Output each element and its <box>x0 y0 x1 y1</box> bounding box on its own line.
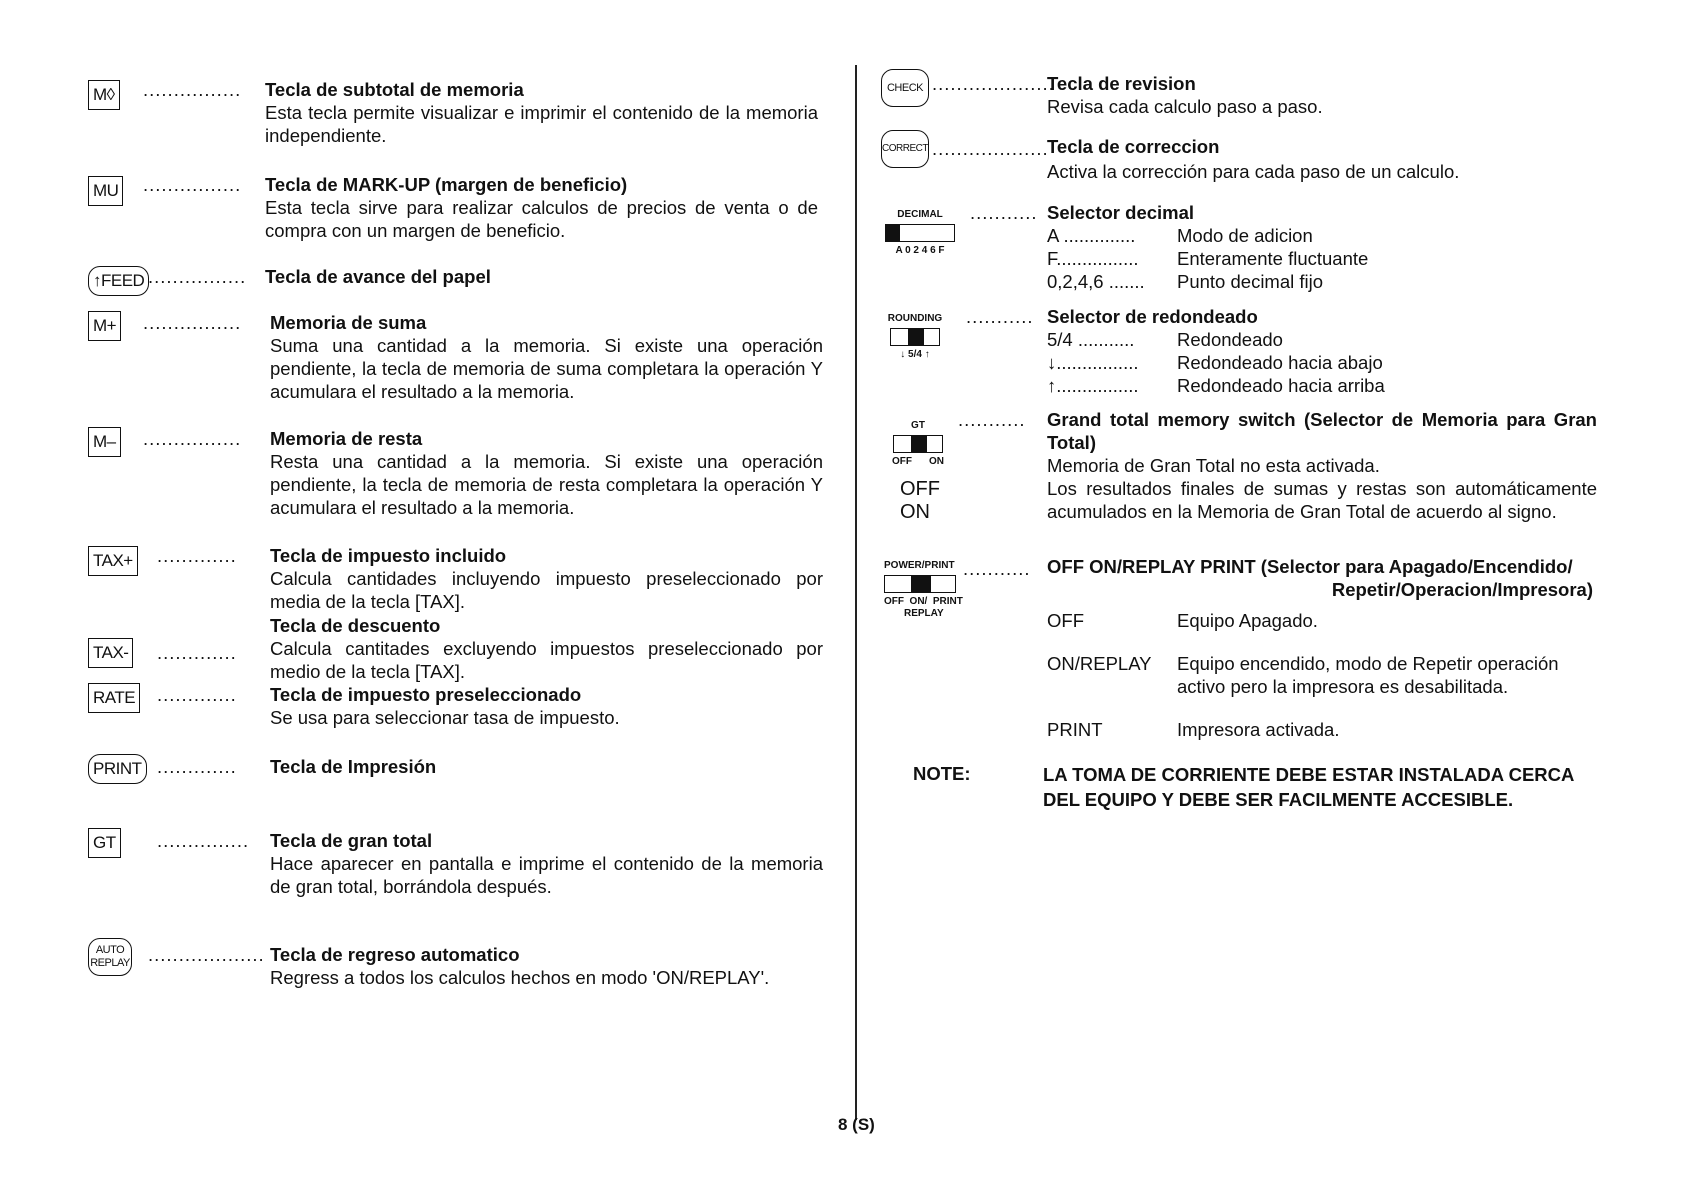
switch-positions: A 0 2 4 6 F <box>895 245 945 256</box>
entry-title: OFF ON/REPLAY PRINT (Selector para Apagado/Encendido/ <box>1047 556 1573 577</box>
option-row: OFF Equipo Apagado. <box>1047 610 1318 631</box>
entry-description: Resta una cantidad a la memoria. Si existe una operación pendiente, la tecla de memoria de resta completara la operación Y acumulara el resultado a la memoria. <box>270 451 823 518</box>
entry-title: Tecla de subtotal de memoria <box>265 79 524 100</box>
decimal-switch-icon <box>880 209 960 257</box>
gt-modes: OFF ON <box>900 478 940 523</box>
leader-dots: ............... <box>157 830 250 851</box>
entry-title: Selector decimal <box>1047 202 1195 223</box>
switch-positions: ↓ 5/4 ↑ <box>900 349 930 360</box>
key-icon: MU <box>88 176 123 206</box>
leader-dots: ................... <box>932 138 1049 159</box>
correct-key-icon: CORRECT <box>881 130 929 168</box>
leader-dots: ........... <box>958 409 1026 430</box>
leader-dots: ................ <box>143 428 242 449</box>
leader-dots: ........... <box>966 306 1034 327</box>
leader-dots: ............. <box>157 545 237 566</box>
entry-description: Calcula cantidades incluyendo impuesto preseleccionado por media de la tecla [TAX]. <box>270 568 823 612</box>
entry-description: Hace aparecer en pantalla e imprime el contenido de la memoria de gran total, borrándola después. <box>270 853 823 897</box>
key-icon: TAX- <box>88 638 133 668</box>
entry-title: Tecla de regreso automatico <box>270 944 520 965</box>
entry-title: Tecla de gran total <box>270 830 433 851</box>
column-divider <box>855 65 857 1120</box>
leader-dots: ........... <box>970 202 1038 223</box>
entry-title: Tecla de avance del papel <box>265 266 491 287</box>
entry-description: Activa la corrección para cada paso de un calculo. <box>1047 161 1460 182</box>
on-description: Los resultados finales de sumas y restas son automáticamente acumulados en la Memoria de Gran Total de acuerdo al signo. <box>1047 478 1597 522</box>
key-icon: PRINT <box>88 754 147 784</box>
switch-label: ROUNDING <box>887 313 943 324</box>
switch-label: DECIMAL <box>897 209 943 220</box>
leader-dots: ............. <box>157 756 237 777</box>
option-row: A .............. Modo de adicion <box>1047 225 1313 246</box>
switch-label: POWER/PRINT <box>884 560 955 571</box>
leader-dots: ................ <box>143 174 242 195</box>
entry-title: Memoria de suma <box>270 312 427 333</box>
leader-dots: ............. <box>157 642 237 663</box>
rounding-switch-icon <box>885 313 945 361</box>
power-switch-icon: POWER/PRINT OFF ON/ PRINT REPLAY <box>884 560 974 620</box>
entry-title: Tecla de Impresión <box>270 756 437 777</box>
entry-title: Tecla de impuesto incluido <box>270 545 507 566</box>
leader-dots: ................ <box>143 312 242 333</box>
note-text: LA TOMA DE CORRIENTE DEBE ESTAR INSTALADA CERCA DEL EQUIPO Y DEBE SER FACILMENTE ACCESIBLE. <box>1043 764 1574 810</box>
key-icon: ↑FEED <box>88 266 149 296</box>
entry-description: Se usa para seleccionar tasa de impuesto. <box>270 707 620 728</box>
entry-description: Esta tecla permite visualizar e imprimir el contenido de la memoria independiente. <box>265 102 818 146</box>
page-number: 8 (S) <box>838 1115 875 1134</box>
check-key-icon: CHECK <box>881 69 929 107</box>
entry-title: Selector de redondeado <box>1047 306 1258 327</box>
entry-title: Tecla de revision <box>1047 73 1196 94</box>
option-row: ↓................ Redondeado hacia abajo <box>1047 352 1383 373</box>
entry-description: Suma una cantidad a la memoria. Si existe una operación pendiente, la tecla de memoria de suma completara la operación Y acumulara el resultado a la memoria. <box>270 335 823 402</box>
option-row: 0,2,4,6 ....... Punto decimal fijo <box>1047 271 1324 292</box>
entry-description: Esta tecla sirve para realizar calculos de precios de venta o de compra con un margen de beneficio. <box>265 197 818 241</box>
key-icon: GT <box>88 828 121 858</box>
gt-switch-icon: GT OFF ON <box>888 420 948 468</box>
note-label: NOTE: <box>913 763 971 784</box>
entry-title: Memoria de resta <box>270 428 423 449</box>
option-row: ON/REPLAY Equipo encendido, modo de Repetir operación activo pero la impresora es desabilitada. <box>1047 653 1559 697</box>
off-description: Memoria de Gran Total no esta activada. <box>1047 455 1380 476</box>
entry-title: Grand total memory switch (Selector de Memoria para Gran Total) <box>1047 409 1597 453</box>
leader-dots: ................ <box>148 266 247 287</box>
leader-dots: ................ <box>143 79 242 100</box>
key-icon: M◊ <box>88 80 120 110</box>
entry-title: Tecla de MARK-UP (margen de beneficio) <box>265 174 628 195</box>
leader-dots: ............. <box>157 684 237 705</box>
key-icon: RATE <box>88 683 140 713</box>
option-row: 5/4 ........... Redondeado <box>1047 329 1283 350</box>
leader-dots: ........... <box>963 558 1031 579</box>
entry-title: Tecla de correccion <box>1047 136 1220 157</box>
entry-title-cont: Repetir/Operacion/Impresora) <box>1331 579 1593 600</box>
entry-title: Tecla de descuento <box>270 615 441 636</box>
option-row: PRINT Impresora activada. <box>1047 719 1340 740</box>
key-icon: TAX+ <box>88 546 138 576</box>
entry-description: Calcula cantitades excluyendo impuestos preseleccionado por medio de la tecla [TAX]. <box>270 638 823 682</box>
switch-label: GT <box>911 420 925 431</box>
option-row: ↑................ Redondeado hacia arriba <box>1047 375 1385 396</box>
entry-description: Regress a todos los calculos hechos en modo 'ON/REPLAY'. <box>270 967 770 988</box>
option-row: F................ Enteramente fluctuante <box>1047 248 1369 269</box>
entry-title: Tecla de impuesto preseleccionado <box>270 684 582 705</box>
entry-description: Revisa cada calculo paso a paso. <box>1047 96 1323 117</box>
key-icon: M+ <box>88 311 121 341</box>
key-icon: AUTO REPLAY <box>88 938 132 976</box>
key-icon: M– <box>88 427 121 457</box>
leader-dots: .................... <box>932 73 1055 94</box>
leader-dots: ................... <box>148 944 265 965</box>
